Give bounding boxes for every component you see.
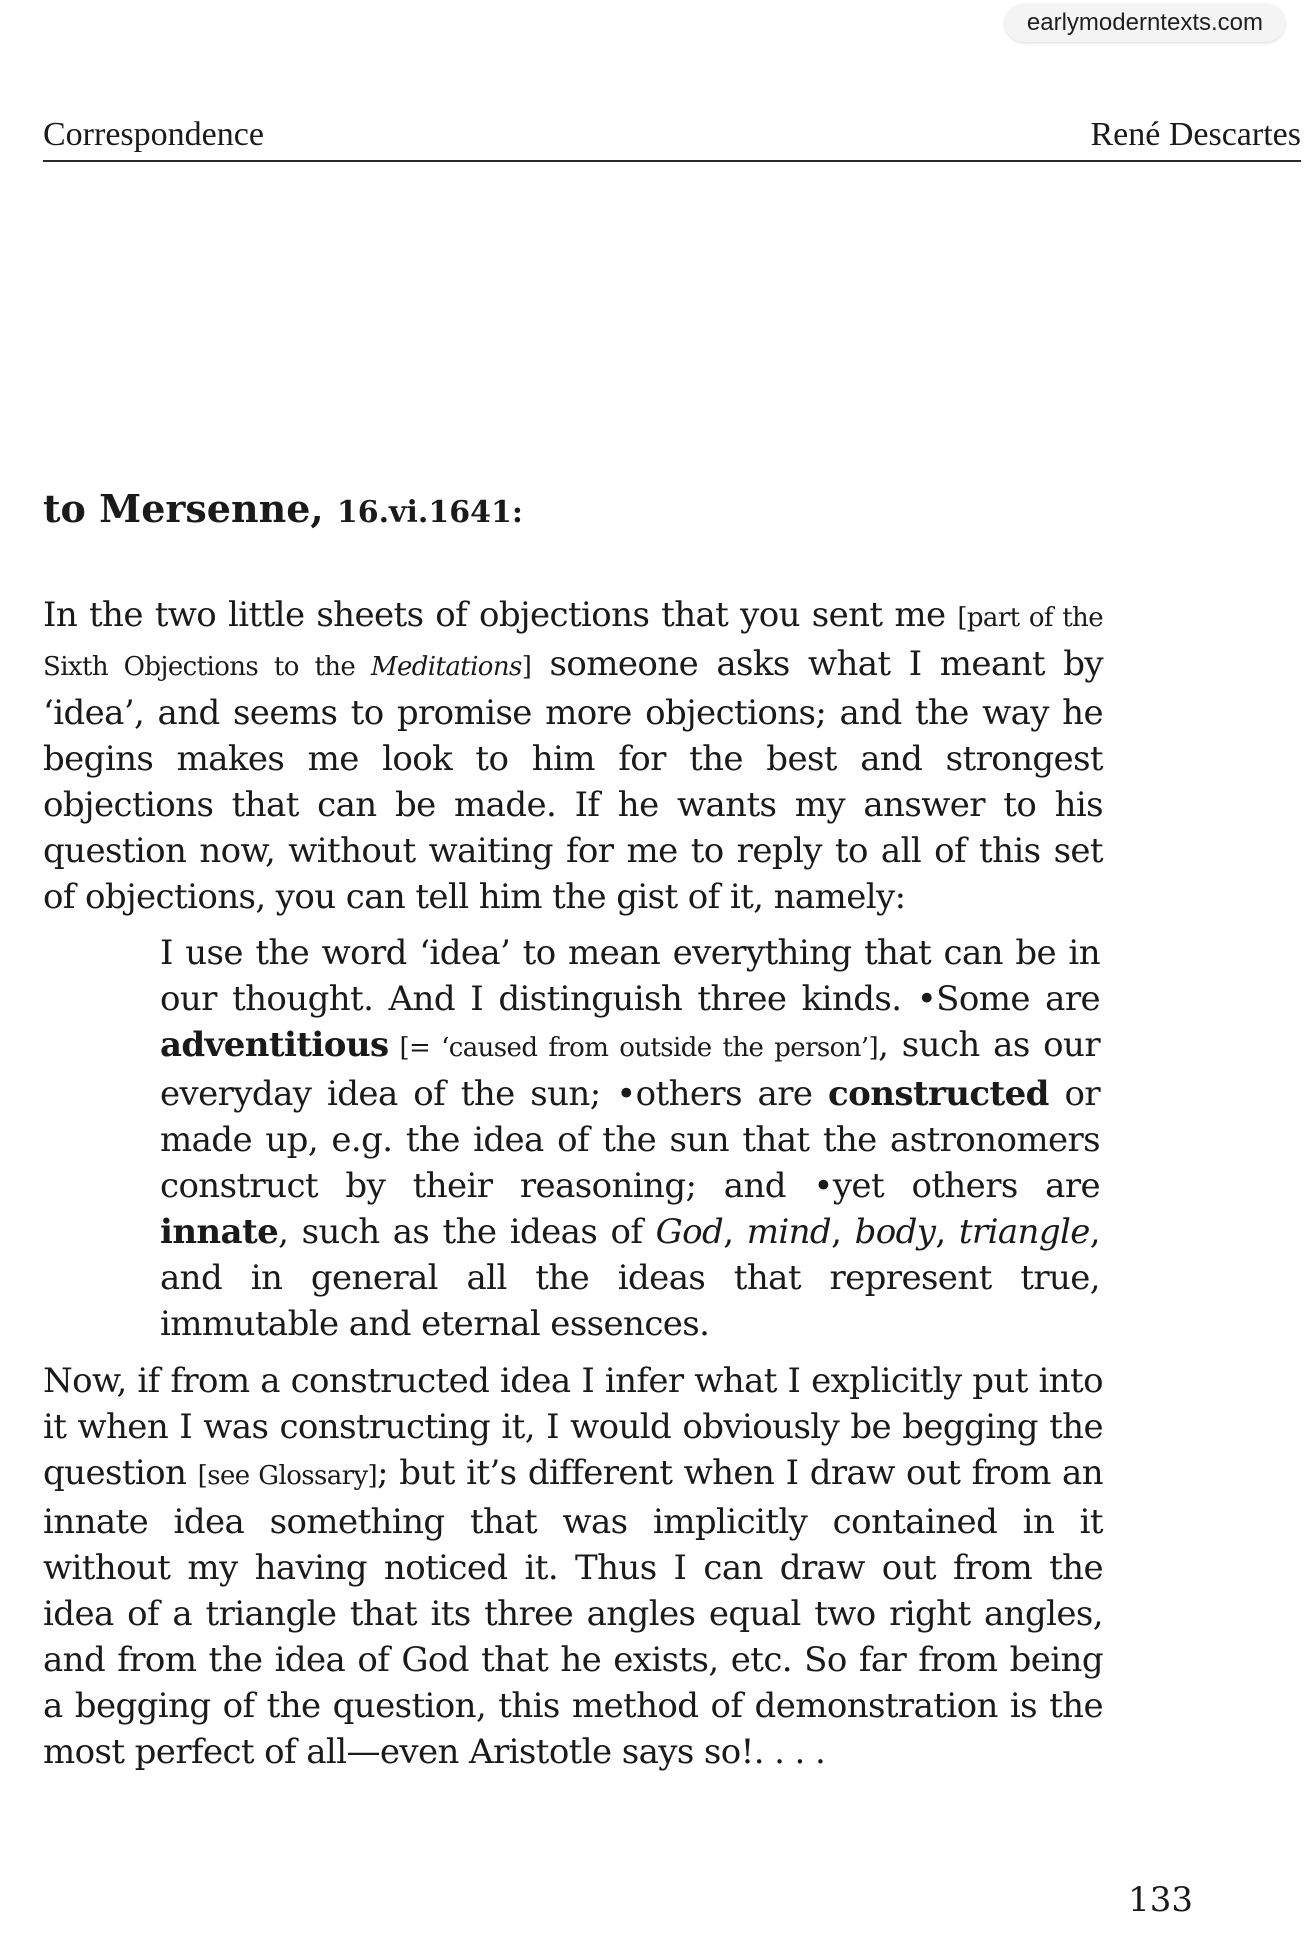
url-bar[interactable]: earlymoderntexts.com — [1005, 4, 1285, 42]
editorial-note: [part of the Sixth Objections to the Meditations] — [43, 603, 1103, 682]
term-adventitious: adventitious — [160, 1025, 389, 1065]
paragraph-1-text: In the two little sheets of objections that you sent me — [43, 595, 958, 635]
paragraph-1 — [43, 592, 1103, 920]
editorial-note: [= ‘caused from outside the person’] — [388, 1033, 879, 1063]
letter-recipient: to Mersenne, — [43, 486, 324, 531]
term-constructed: constructed — [828, 1074, 1049, 1114]
page-number: 133 — [1128, 1880, 1193, 1920]
glossary-note: [see Glossary] — [197, 1461, 378, 1491]
letter-date: 16.vi.1641: — [336, 495, 523, 530]
running-header — [43, 108, 1301, 162]
block-quote: I use the word ‘idea’ to mean everything that can be in our thought. And I distinguish three kinds. •Some are adventitious [= ‘caused from outside the person’], such as our everyday idea of the sun; •others are constructed or made up, e.g. the idea of the sun that the astronomers construct by their reasoning; and •yet others are innate, such as the ideas of God, mind, body, triangle, and in general all the ideas that represent true, immutable and eternal essences. — [160, 933, 1101, 1344]
term-innate: innate — [160, 1212, 279, 1252]
header-author: René Descartes — [1090, 116, 1301, 153]
paragraph-2: Now, if from a constructed idea I infer what I explicitly put into it when I was constructing it, I would obviously be begging the question [see Glossary]; but it’s different when I draw out from an innate idea something that was implicitly contained in it without my having noticed it. Thus I can draw out from the idea of a triangle that its three angles equal two right angles, and from the idea of God that he exists, etc. So far from being a begging of the question, this method of demonstration is the most perfect of all—even Aristotle says so!. . . . — [43, 1361, 1104, 1772]
header-title: Correspondence — [43, 116, 264, 153]
letter-heading — [43, 486, 523, 531]
paragraph-1-text-cont: someone asks what I meant by ‘idea’, and seems to promise more objections; and the way he begins makes me look to him for the best and strongest objections that can be made. If he wants my answer to his question now, without waiting for me to reply to all of this set of objections, you can tell him the gist of it, namely: — [43, 644, 1103, 917]
